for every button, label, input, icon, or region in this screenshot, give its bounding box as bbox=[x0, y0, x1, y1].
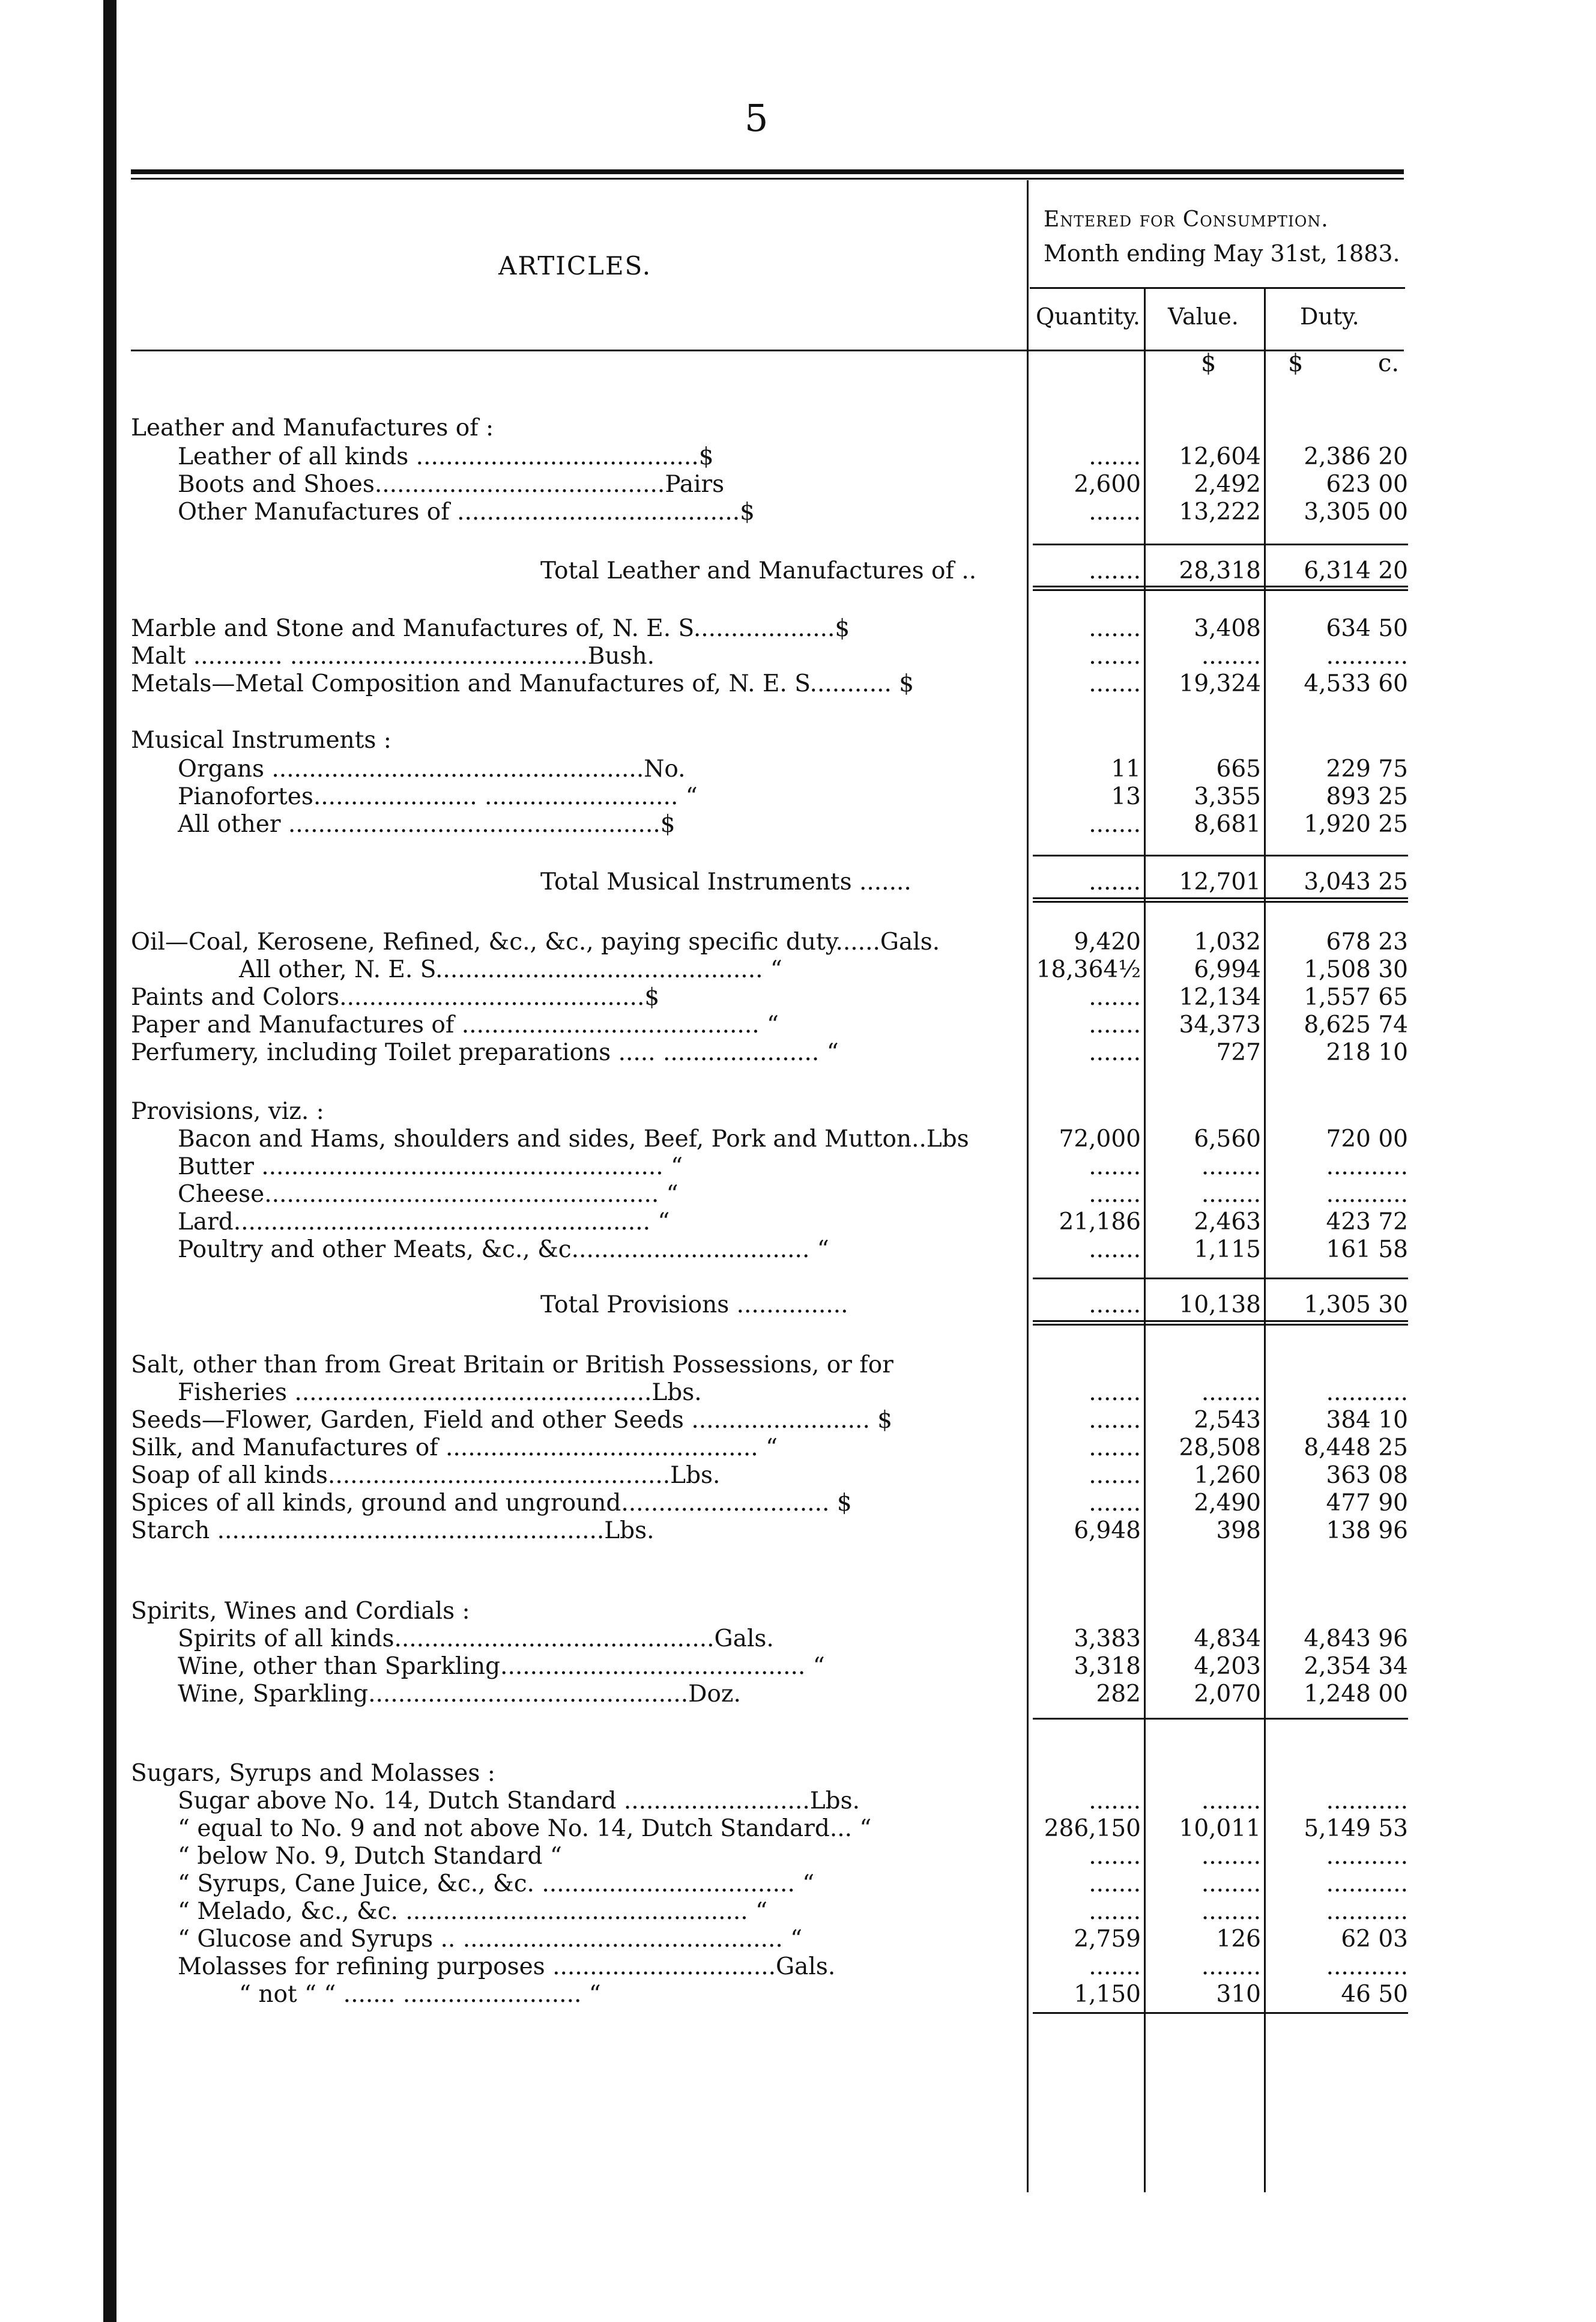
value-cell: 2,492 bbox=[1194, 471, 1261, 498]
article-label: Butter ...................................................... “ bbox=[178, 1153, 683, 1180]
duty-cell: 678 23 bbox=[1326, 929, 1408, 956]
value-cell: 2,070 bbox=[1194, 1681, 1261, 1708]
table-row bbox=[0, 471, 1596, 499]
value-cell: 8,681 bbox=[1194, 811, 1261, 838]
duty-cell: ........... bbox=[1326, 1379, 1408, 1406]
table-row bbox=[0, 1598, 1596, 1625]
quantity-cell: ....... bbox=[1089, 1407, 1141, 1434]
value-cell: 10,011 bbox=[1179, 1815, 1261, 1842]
table-row bbox=[0, 499, 1596, 526]
quantity-cell: ....... bbox=[1089, 1291, 1141, 1318]
total-label: Total Provisions ............... bbox=[540, 1291, 848, 1318]
total-separator-rule bbox=[1033, 544, 1408, 545]
subheader-rule bbox=[1030, 287, 1405, 289]
value-cell: 34,373 bbox=[1179, 1011, 1261, 1038]
value-cell: 2,490 bbox=[1194, 1490, 1261, 1517]
article-label: Marble and Stone and Manufactures of, N. E. S...................$ bbox=[131, 615, 850, 642]
value-cell: ........ bbox=[1201, 1953, 1261, 1980]
duty-cell: ........... bbox=[1326, 1953, 1408, 1980]
article-label: Seeds—Flower, Garden, Field and other Seeds ........................ $ bbox=[131, 1407, 893, 1434]
quantity-cell: ....... bbox=[1089, 1953, 1141, 1980]
value-cell: 10,138 bbox=[1179, 1291, 1261, 1318]
table-row bbox=[0, 868, 1596, 896]
article-label: Spirits, Wines and Cordials : bbox=[131, 1598, 470, 1625]
quantity-cell: 1,150 bbox=[1074, 1981, 1141, 2008]
value-cell: 6,560 bbox=[1194, 1126, 1261, 1153]
table-row bbox=[0, 414, 1596, 442]
table-row bbox=[0, 1351, 1596, 1379]
table-row bbox=[0, 783, 1596, 811]
value-cell: ........ bbox=[1201, 1898, 1261, 1925]
table-row bbox=[0, 1098, 1596, 1126]
value-cell: 398 bbox=[1216, 1517, 1261, 1544]
article-label: Sugar above No. 14, Dutch Standard .........................Lbs. bbox=[178, 1787, 860, 1814]
article-label: Wine, Sparkling...........................................Doz. bbox=[178, 1681, 741, 1708]
table-row bbox=[0, 929, 1596, 956]
duty-cell: ........... bbox=[1326, 1181, 1408, 1208]
article-label: Leather and Manufactures of : bbox=[131, 414, 494, 441]
quantity-cell: 286,150 bbox=[1044, 1815, 1141, 1842]
table-row bbox=[0, 1379, 1596, 1407]
article-label: Poultry and other Meats, &c., &c................................ “ bbox=[178, 1236, 829, 1263]
duty-cell: 477 90 bbox=[1326, 1490, 1408, 1517]
table-row bbox=[0, 670, 1596, 698]
duty-cell: 2,386 20 bbox=[1304, 443, 1408, 470]
duty-cell: 62 03 bbox=[1341, 1926, 1408, 1953]
quantity-cell: ....... bbox=[1089, 1434, 1141, 1461]
duty-cell: 634 50 bbox=[1326, 615, 1408, 642]
duty-cell: 8,448 25 bbox=[1304, 1434, 1408, 1461]
quantity-cell: ....... bbox=[1089, 1236, 1141, 1263]
duty-cell: ........... bbox=[1326, 1153, 1408, 1180]
total-separator-rule bbox=[1033, 2012, 1408, 2014]
article-label: Spirits of all kinds...........................................Gals. bbox=[178, 1625, 774, 1652]
article-label: Perfumery, including Toilet preparations ..... ..................... “ bbox=[131, 1039, 839, 1066]
article-label: Paper and Manufactures of ........................................ “ bbox=[131, 1011, 779, 1038]
total-separator-rule bbox=[1033, 1718, 1408, 1720]
table-row bbox=[0, 1787, 1596, 1815]
duty-cell: 720 00 bbox=[1326, 1126, 1408, 1153]
quantity-cell: 18,364½ bbox=[1036, 956, 1141, 983]
article-label: Malt ............ ........................................Bush. bbox=[131, 643, 655, 670]
table-row bbox=[0, 1126, 1596, 1153]
article-label: Paints and Colors.........................................$ bbox=[131, 984, 660, 1011]
duty-cell: 1,557 65 bbox=[1304, 984, 1408, 1011]
value-cell: 3,408 bbox=[1194, 615, 1261, 642]
value-cell: 1,260 bbox=[1194, 1462, 1261, 1489]
quantity-cell: ....... bbox=[1089, 670, 1141, 697]
duty-cell: 3,043 25 bbox=[1304, 868, 1408, 896]
duty-cents-unit: c. bbox=[1378, 350, 1400, 377]
total-separator-rule bbox=[1033, 589, 1408, 591]
table-row bbox=[0, 643, 1596, 670]
quantity-cell: ....... bbox=[1089, 557, 1141, 584]
total-separator-rule bbox=[1033, 1324, 1408, 1326]
article-label: Silk, and Manufactures of .......................................... “ bbox=[131, 1434, 778, 1461]
article-label: Provisions, viz. : bbox=[131, 1098, 324, 1125]
duty-cell: 161 58 bbox=[1326, 1236, 1408, 1263]
table-row bbox=[0, 727, 1596, 754]
value-cell: 4,203 bbox=[1194, 1653, 1261, 1680]
quantity-cell: ....... bbox=[1089, 643, 1141, 670]
quantity-cell: 9,420 bbox=[1074, 929, 1141, 956]
article-label: Bacon and Hams, shoulders and sides, Beef, Pork and Mutton..Lbs bbox=[178, 1126, 969, 1153]
value-column-header: Value. bbox=[1168, 303, 1239, 330]
article-label: Leather of all kinds ......................................$ bbox=[178, 443, 714, 470]
value-cell: ........ bbox=[1201, 1153, 1261, 1180]
quantity-cell: ....... bbox=[1089, 868, 1141, 896]
duty-column-header: Duty. bbox=[1300, 303, 1359, 330]
duty-cell: ........... bbox=[1326, 1898, 1408, 1925]
duty-cell: 46 50 bbox=[1341, 1981, 1408, 2008]
month-header: Month ending May 31st, 1883. bbox=[1044, 240, 1400, 267]
total-separator-rule bbox=[1033, 1278, 1408, 1279]
article-label: Sugars, Syrups and Molasses : bbox=[131, 1760, 495, 1787]
quantity-cell: ....... bbox=[1089, 1379, 1141, 1406]
value-cell: ........ bbox=[1201, 1181, 1261, 1208]
duty-cell: 2,354 34 bbox=[1304, 1653, 1408, 1680]
article-label: Salt, other than from Great Britain or British Possessions, or for bbox=[131, 1351, 893, 1378]
table-row bbox=[0, 1236, 1596, 1264]
duty-cell: 4,843 96 bbox=[1304, 1625, 1408, 1652]
quantity-cell: ....... bbox=[1089, 615, 1141, 642]
duty-cell: 3,305 00 bbox=[1304, 499, 1408, 526]
article-label: “ Syrups, Cane Juice, &c., &c. .................................. “ bbox=[178, 1870, 815, 1897]
value-cell: 28,318 bbox=[1179, 557, 1261, 584]
duty-cell: 4,533 60 bbox=[1304, 670, 1408, 697]
table-row bbox=[0, 1843, 1596, 1870]
quantity-cell: ....... bbox=[1089, 1787, 1141, 1814]
article-label: Fisheries ................................................Lbs. bbox=[178, 1379, 702, 1406]
value-cell: 2,543 bbox=[1194, 1407, 1261, 1434]
page-number: 5 bbox=[745, 96, 769, 140]
quantity-cell: ....... bbox=[1089, 984, 1141, 1011]
duty-cell: 8,625 74 bbox=[1304, 1011, 1408, 1038]
table-row bbox=[0, 1011, 1596, 1039]
table-row bbox=[0, 756, 1596, 783]
quantity-column-header: Quantity. bbox=[1036, 303, 1140, 330]
quantity-cell: 21,186 bbox=[1059, 1208, 1141, 1235]
table-row bbox=[0, 1181, 1596, 1208]
table-row bbox=[0, 1208, 1596, 1236]
value-cell: ........ bbox=[1201, 1787, 1261, 1814]
quantity-cell: ....... bbox=[1089, 1153, 1141, 1180]
table-row bbox=[0, 984, 1596, 1011]
total-separator-rule bbox=[1033, 1320, 1408, 1322]
value-cell: 727 bbox=[1216, 1039, 1261, 1066]
duty-cell: 623 00 bbox=[1326, 471, 1408, 498]
quantity-cell: 3,318 bbox=[1074, 1653, 1141, 1680]
value-cell: 12,134 bbox=[1179, 984, 1261, 1011]
value-unit: $ bbox=[1201, 350, 1217, 377]
quantity-cell: ....... bbox=[1089, 1181, 1141, 1208]
article-label: Metals—Metal Composition and Manufactures of, N. E. S........... $ bbox=[131, 670, 914, 697]
table-row bbox=[0, 1291, 1596, 1319]
duty-cell: 1,508 30 bbox=[1304, 956, 1408, 983]
value-cell: 2,463 bbox=[1194, 1208, 1261, 1235]
table-row bbox=[0, 1681, 1596, 1708]
article-label: “ Glucose and Syrups .. ........................................... “ bbox=[178, 1926, 803, 1953]
table-row bbox=[0, 1815, 1596, 1843]
duty-cell: 384 10 bbox=[1326, 1407, 1408, 1434]
duty-cell: 363 08 bbox=[1326, 1462, 1408, 1489]
total-separator-rule bbox=[1033, 901, 1408, 903]
duty-cell: 893 25 bbox=[1326, 783, 1408, 810]
duty-cell: 138 96 bbox=[1326, 1517, 1408, 1544]
articles-header: ARTICLES. bbox=[498, 251, 652, 280]
quantity-cell: ....... bbox=[1089, 1039, 1141, 1066]
table-row bbox=[0, 1517, 1596, 1545]
table-row bbox=[0, 1407, 1596, 1434]
table-row bbox=[0, 443, 1596, 471]
article-label: Cheese..................................................... “ bbox=[178, 1181, 679, 1208]
article-label: Wine, other than Sparkling......................................... “ bbox=[178, 1653, 825, 1680]
table-row bbox=[0, 1039, 1596, 1067]
value-cell: 126 bbox=[1216, 1926, 1261, 1953]
article-label: All other ..................................................$ bbox=[178, 811, 676, 838]
quantity-cell: 6,948 bbox=[1074, 1517, 1141, 1544]
article-label: Boots and Shoes.......................................Pairs bbox=[178, 471, 725, 498]
duty-cell: ........... bbox=[1326, 1843, 1408, 1870]
article-label: Lard........................................................ “ bbox=[178, 1208, 670, 1235]
duty-cell: 229 75 bbox=[1326, 756, 1408, 783]
quantity-cell: ....... bbox=[1089, 499, 1141, 526]
quantity-cell: 2,600 bbox=[1074, 471, 1141, 498]
table-row bbox=[0, 1653, 1596, 1681]
quantity-cell: 2,759 bbox=[1074, 1926, 1141, 1953]
article-label: Spices of all kinds, ground and unground............................ $ bbox=[131, 1490, 852, 1517]
quantity-cell: 11 bbox=[1111, 756, 1141, 783]
quantity-cell: ....... bbox=[1089, 1870, 1141, 1897]
value-cell: ........ bbox=[1201, 1870, 1261, 1897]
quantity-cell: 13 bbox=[1111, 783, 1141, 810]
duty-cell: ........... bbox=[1326, 1870, 1408, 1897]
table-row bbox=[0, 1926, 1596, 1953]
table-row bbox=[0, 1625, 1596, 1653]
value-cell: 28,508 bbox=[1179, 1434, 1261, 1461]
table-row bbox=[0, 811, 1596, 838]
article-label: Other Manufactures of ......................................$ bbox=[178, 499, 755, 526]
table-row bbox=[0, 1953, 1596, 1981]
table-row bbox=[0, 1981, 1596, 2008]
duty-cell: 1,248 00 bbox=[1304, 1681, 1408, 1708]
total-separator-rule bbox=[1033, 586, 1408, 587]
table-row bbox=[0, 1898, 1596, 1926]
duty-cell: 218 10 bbox=[1326, 1039, 1408, 1066]
value-cell: 19,324 bbox=[1179, 670, 1261, 697]
table-row bbox=[0, 557, 1596, 585]
article-label: Pianofortes...................... .......................... “ bbox=[178, 783, 698, 810]
article-label: Starch ....................................................Lbs. bbox=[131, 1517, 654, 1544]
quantity-cell: ....... bbox=[1089, 1898, 1141, 1925]
value-cell: 13,222 bbox=[1179, 499, 1261, 526]
duty-cell: ........... bbox=[1326, 1787, 1408, 1814]
table-row bbox=[0, 956, 1596, 984]
value-cell: 310 bbox=[1216, 1981, 1261, 2008]
duty-dollar-unit: $ bbox=[1288, 350, 1304, 377]
quantity-cell: 282 bbox=[1096, 1681, 1141, 1708]
duty-cell: ........... bbox=[1326, 643, 1408, 670]
value-cell: 6,994 bbox=[1194, 956, 1261, 983]
table-row bbox=[0, 615, 1596, 643]
value-cell: 3,355 bbox=[1194, 783, 1261, 810]
value-cell: 12,701 bbox=[1179, 868, 1261, 896]
article-label: “ not “ “ ....... ........................ “ bbox=[239, 1981, 601, 2008]
quantity-cell: ....... bbox=[1089, 1843, 1141, 1870]
table-row bbox=[0, 1153, 1596, 1181]
table-row bbox=[0, 1434, 1596, 1462]
duty-cell: 423 72 bbox=[1326, 1208, 1408, 1235]
article-label: Oil—Coal, Kerosene, Refined, &c., &c., paying specific duty......Gals. bbox=[131, 929, 940, 956]
article-label: “ equal to No. 9 and not above No. 14, Dutch Standard... “ bbox=[178, 1815, 872, 1842]
table-row bbox=[0, 1462, 1596, 1490]
article-label: Molasses for refining purposes ..............................Gals. bbox=[178, 1953, 836, 1980]
header-rule-top bbox=[131, 169, 1404, 174]
value-cell: ........ bbox=[1201, 1379, 1261, 1406]
table-row bbox=[0, 1490, 1596, 1517]
duty-cell: 1,305 30 bbox=[1304, 1291, 1408, 1318]
article-label: All other, N. E. S............................................ “ bbox=[239, 956, 782, 983]
value-cell: 4,834 bbox=[1194, 1625, 1261, 1652]
quantity-cell: ....... bbox=[1089, 1490, 1141, 1517]
total-separator-rule bbox=[1033, 897, 1408, 899]
article-label: “ below No. 9, Dutch Standard “ bbox=[178, 1843, 562, 1870]
total-label: Total Leather and Manufactures of .. bbox=[540, 557, 977, 584]
quantity-cell: 3,383 bbox=[1074, 1625, 1141, 1652]
value-cell: 1,115 bbox=[1194, 1236, 1261, 1263]
table-row bbox=[0, 1760, 1596, 1787]
quantity-cell: 72,000 bbox=[1059, 1126, 1141, 1153]
article-label: “ Melado, &c., &c. .............................................. “ bbox=[178, 1898, 768, 1925]
total-separator-rule bbox=[1033, 855, 1408, 856]
quantity-cell: ....... bbox=[1089, 1011, 1141, 1038]
quantity-cell: ....... bbox=[1089, 443, 1141, 470]
total-label: Total Musical Instruments ....... bbox=[540, 868, 911, 896]
value-cell: ........ bbox=[1201, 1843, 1261, 1870]
quantity-cell: ....... bbox=[1089, 1462, 1141, 1489]
value-cell: 665 bbox=[1216, 756, 1261, 783]
duty-cell: 6,314 20 bbox=[1304, 557, 1408, 584]
value-cell: 1,032 bbox=[1194, 929, 1261, 956]
table-row bbox=[0, 1870, 1596, 1898]
article-label: Soap of all kinds..............................................Lbs. bbox=[131, 1462, 721, 1489]
article-label: Organs ..................................................No. bbox=[178, 756, 686, 783]
duty-cell: 5,149 53 bbox=[1304, 1815, 1408, 1842]
value-cell: 12,604 bbox=[1179, 443, 1261, 470]
quantity-cell: ....... bbox=[1089, 811, 1141, 838]
duty-cell: 1,920 25 bbox=[1304, 811, 1408, 838]
entered-header: Entered for Consumption. bbox=[1044, 207, 1329, 232]
article-label: Musical Instruments : bbox=[131, 727, 391, 754]
value-cell: ........ bbox=[1201, 643, 1261, 670]
header-rule-top-thin bbox=[131, 178, 1404, 180]
